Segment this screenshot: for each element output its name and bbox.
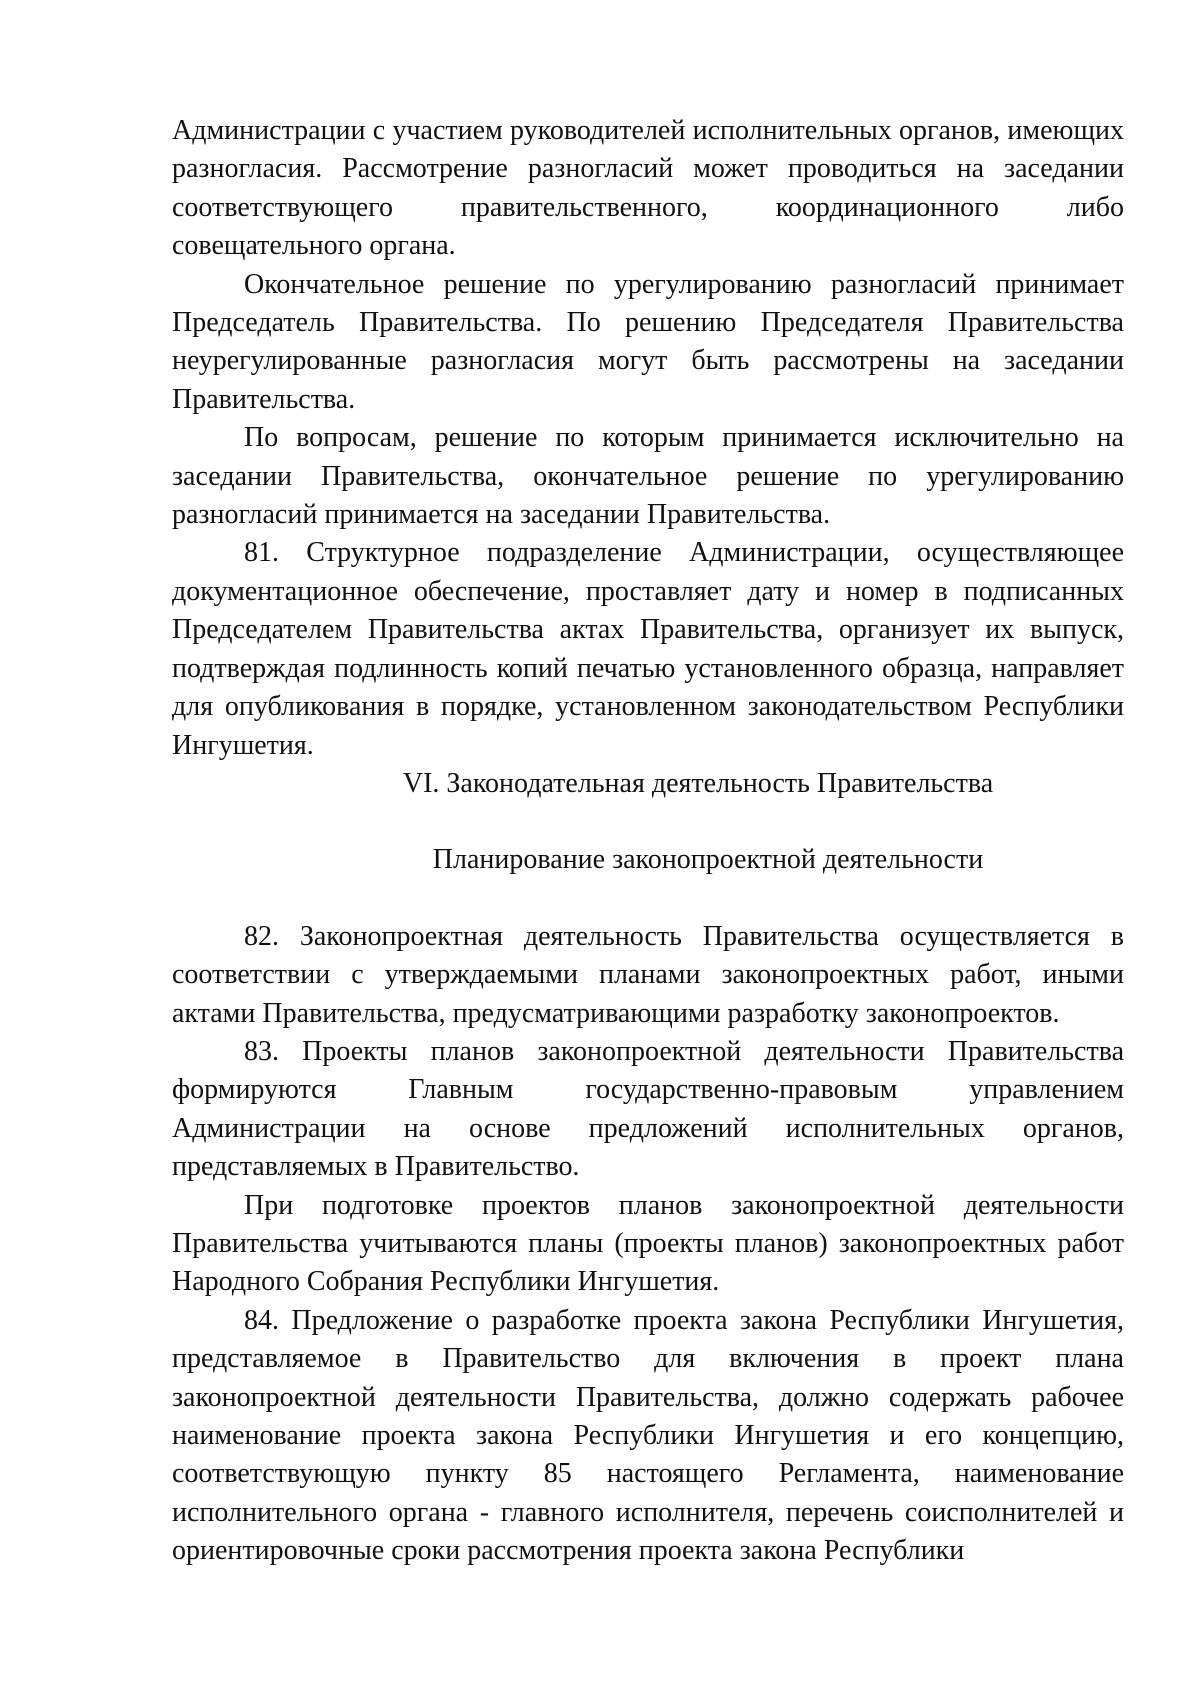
- paragraph-83: 83. Проекты планов законопроектной деятельности Правительства формируются Главным государственно-правовым управлением Администрации на основе предложений исполнительных органов, представляемых в Правительство.: [172, 1035, 1124, 1183]
- paragraph-3: По вопросам, решение по которым принимается исключительно на заседании Правительства, окончательное решение по урегулированию разногласий принимается на заседании Правительства.: [172, 422, 1124, 531]
- subsection-heading: Планирование законопроектной деятельности: [432, 844, 984, 876]
- document-body: [172, 112, 1124, 1571]
- paragraph-1: Администрации с участием руководителей исполнительных органов, имеющих разногласия. Рассмотрение разногласий может проводиться на заседании соответствующего правительственного, координационного либо совещательного органа.: [172, 115, 1124, 262]
- paragraph-82: 82. Законопроектная деятельность Правительства осуществляется в соответствии с утверждаемыми планами законопроектных работ, иными актами Правительства, предусматривающими разработку законопроектов.: [172, 920, 1124, 1029]
- paragraph-83-continued: При подготовке проектов планов законопроектной деятельности Правительства учитываются планы (проекты планов) законопроектных работ Народного Собрания Республики Ингушетия.: [172, 1189, 1124, 1298]
- paragraph-2: Окончательное решение по урегулированию разногласий принимает Председатель Правительства. По решению Председателя Правительства неурегулированные разногласия могут быть рассмотрены на заседании Правительства.: [172, 268, 1124, 415]
- section-heading: VI. Законодательная деятельность Правительства: [402, 767, 994, 799]
- paragraph-81: 81. Структурное подразделение Администрации, осуществляющее документационное обеспечение, проставляет дату и номер в подписанных Председателем Правительства актах Правительства, организует их выпуск, подтверждая подлинность копий печатью установленного образца, направляет для опубликования в порядке, установленном законодательством Республики Ингушетия.: [172, 537, 1124, 761]
- paragraph-84: 84. Предложение о разработке проекта закона Республики Ингушетия, представляемое в Правительство для включения в проект плана законопроектной деятельности Правительства, должно содержать рабочее наименование проекта закона Республики Ингушетия и его концепцию, соответствующую пункту 85 настоящего Регламента, наименование исполнительного органа - главного исполнителя, перечень соисполнителей и ориентировочные сроки рассмотрения проекта закона Республики: [172, 1304, 1124, 1567]
